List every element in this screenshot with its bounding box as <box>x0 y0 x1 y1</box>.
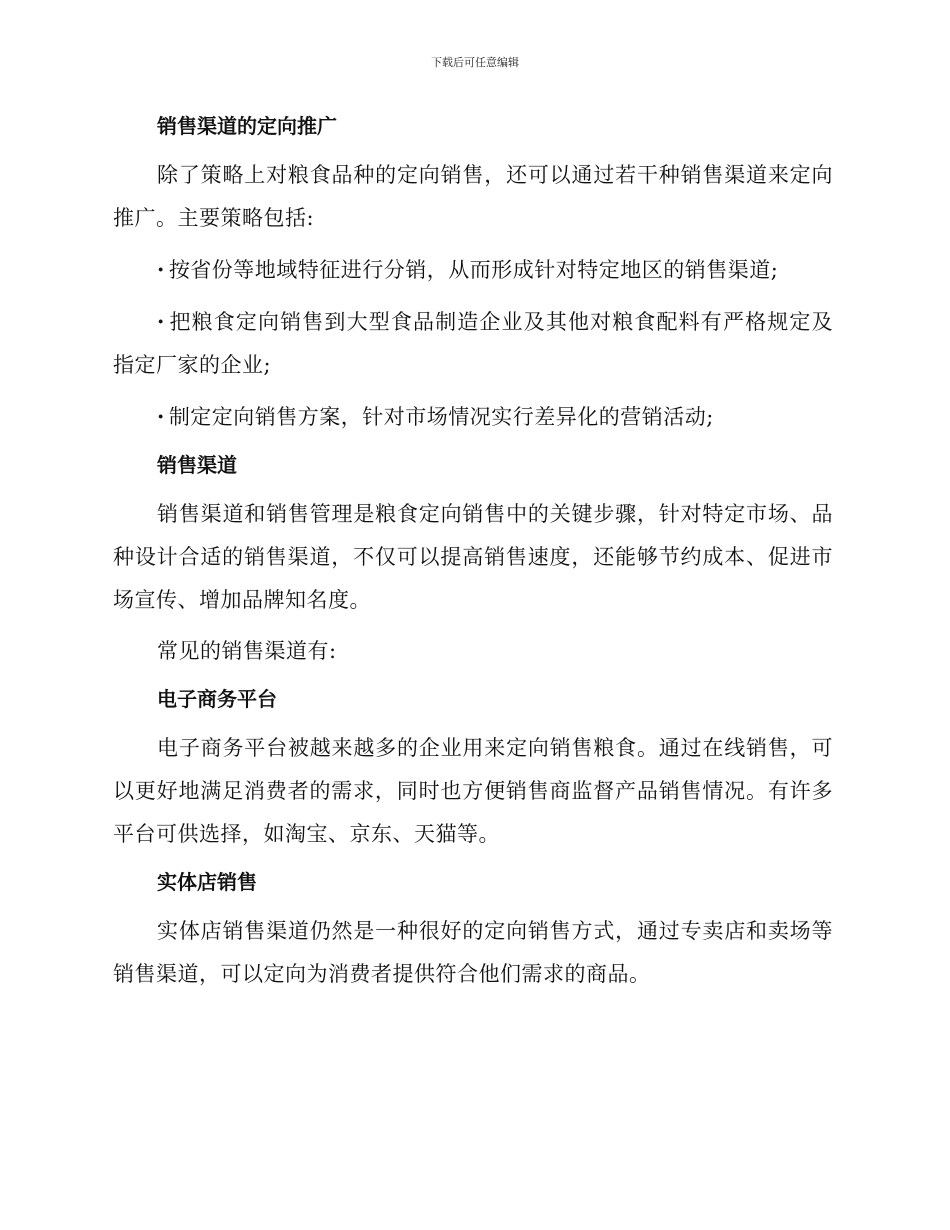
paragraph-physical-store: 实体店销售渠道仍然是一种很好的定向销售方式，通过专卖店和卖场等销售渠道，可以定向为消费者提供符合他们需求的商品。 <box>113 919 833 986</box>
bullet-dot: · <box>157 404 165 429</box>
bullet-text: 制定定向销售方案，针对市场情况实行差异化的营销活动; <box>168 405 714 429</box>
section-heading-directed-promotion: 销售渠道的定向推广 <box>157 114 337 138</box>
bullet-item <box>113 248 833 292</box>
bullet-item <box>113 300 833 387</box>
document-body <box>113 108 833 1004</box>
bullet-dot: · <box>157 257 165 282</box>
header-note: 下载后可任意编辑 <box>431 56 519 69</box>
section-heading-physical-store: 实体店销售 <box>157 870 257 894</box>
paragraph-intro: 除了策略上对粮食品种的定向销售，还可以通过若干种销售渠道来定向推广。主要策略包括: <box>113 163 833 230</box>
section-heading-sales-channels: 销售渠道 <box>157 453 237 477</box>
bullet-dot: · <box>157 309 165 334</box>
bullet-item <box>113 395 833 439</box>
bullet-text: 把粮食定向销售到大型食品制造企业及其他对粮食配料有严格规定及指定厂家的企业; <box>113 310 833 377</box>
section-heading-ecommerce: 电子商务平台 <box>157 687 277 711</box>
paragraph-ecommerce: 电子商务平台被越来越多的企业用来定向销售粮食。通过在线销售，可以更好地满足消费者的需求，同时也方便销售商监督产品销售情况。有许多平台可供选择，如淘宝、京东、天猫等。 <box>113 736 833 846</box>
bullet-text: 按省份等地域特征进行分销，从而形成针对特定地区的销售渠道; <box>168 258 779 282</box>
paragraph-sales-channels: 销售渠道和销售管理是粮食定向销售中的关键步骤，针对特定市场、品种设计合适的销售渠道，不仅可以提高销售速度，还能够节约成本、促进市场宣传、增加品牌知名度。 <box>113 502 833 612</box>
paragraph-common-channels: 常见的销售渠道有: <box>157 639 337 663</box>
